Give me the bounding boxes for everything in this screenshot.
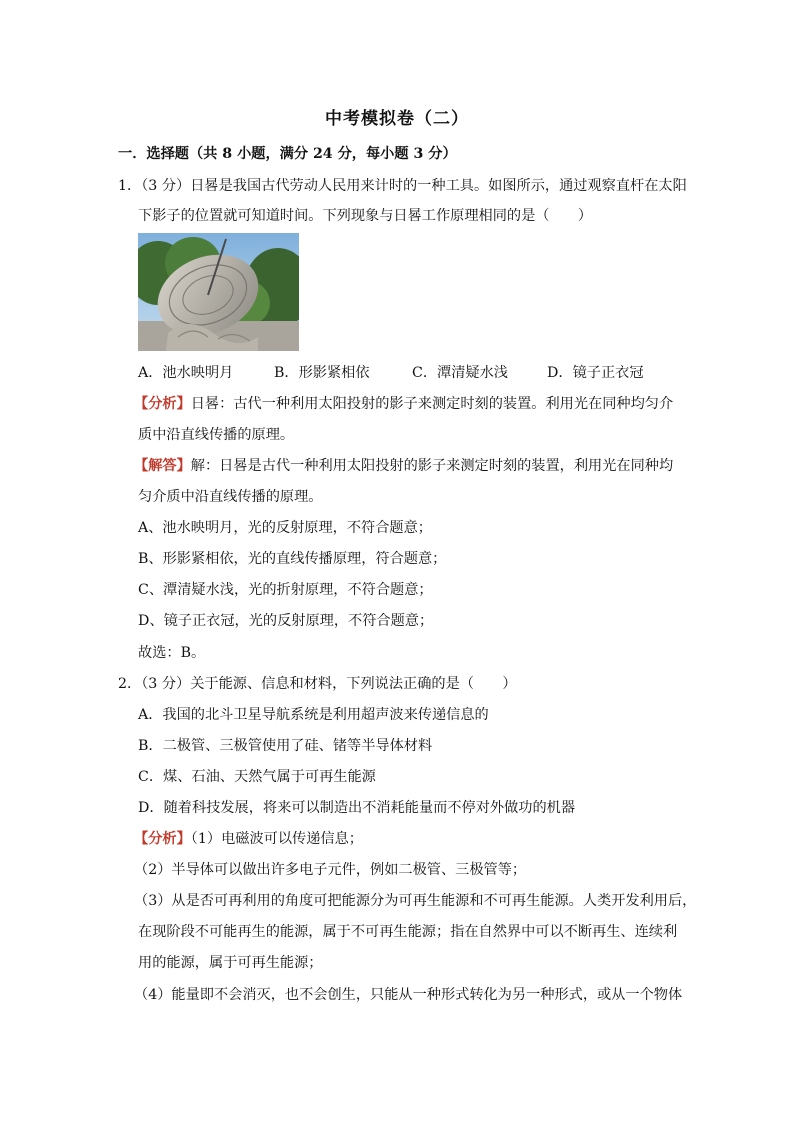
- q2-option-b: B．二极管、三极管使用了硅、锗等半导体材料: [138, 738, 433, 754]
- q2-option-c: C．煤、石油、天然气属于可再生能源: [138, 769, 376, 785]
- q1-explain-c: C、潭清疑水浅，光的折射原理，不符合题意；: [138, 582, 433, 598]
- analysis-tag: 【分析】: [134, 831, 191, 847]
- q1-option-c: C．潭清疑水浅: [412, 365, 508, 381]
- answer-tag: 【解答】: [134, 458, 191, 474]
- q1-option-a: A．池水映明月: [138, 365, 234, 381]
- q2-option-a: A．我国的北斗卫星导航系统是利用超声波来传递信息的: [138, 707, 489, 723]
- q1-analysis-line1: [134, 394, 673, 414]
- q2-analysis-1: [134, 829, 363, 849]
- analysis-text: （1）电磁波可以传递信息；: [190, 831, 363, 847]
- q1-final-answer: 故选：B。: [138, 645, 206, 661]
- q2-option-d: D．随着科技发展，将来可以制造出不消耗能量而不停对外做功的机器: [138, 800, 576, 816]
- q1-option-d: D．镜子正衣冠: [547, 365, 644, 381]
- q2-analysis-4: （4）能量即不会消灭，也不会创生，只能从一种形式转化为另一种形式，或从一个物体: [134, 987, 683, 1003]
- section-heading: 一．选择题（共 8 小题，满分 24 分，每小题 3 分）: [118, 146, 457, 162]
- analysis-tag: 【分析】: [134, 396, 191, 412]
- q1-stem-line1: 1．（3 分）日晷是我国古代劳动人民用来计时的一种工具。如图所示，通过观察直杆在太阳: [118, 178, 687, 194]
- q2-stem: 2．（3 分）关于能源、信息和材料，下列说法正确的是（ ）: [118, 676, 517, 692]
- q1-stem-line2: 下影子的位置就可知道时间。下列现象与日晷工作原理相同的是（ ）: [138, 208, 593, 224]
- q2-analysis-3-line3: 用的能源，属于可再生能源；: [138, 955, 323, 971]
- page-title: 中考模拟卷（二）: [325, 109, 469, 129]
- analysis-text: 日晷：古代一种利用太阳投射的影子来测定时刻的装置。利用光在同种均匀介: [190, 396, 674, 412]
- q2-analysis-3-line2: 在现阶段不可能再生的能源，属于不可再生能源；指在自然界中可以不断再生、连续利: [138, 924, 678, 940]
- answer-text: 解：日晷是古代一种利用太阳投射的影子来测定时刻的装置，利用光在同种均: [190, 458, 674, 474]
- q1-analysis-line2: 质中沿直线传播的原理。: [138, 427, 295, 443]
- q1-option-b: B．形影紧相依: [274, 365, 370, 381]
- q1-explain-a: A、池水映明月，光的反射原理，不符合题意；: [138, 520, 432, 536]
- sundial-photo-icon: [138, 233, 299, 351]
- q2-analysis-3-line1: （3）从是否可再利用的角度可把能源分为可再生能源和不可再生能源。人类开发利用后，: [134, 893, 697, 909]
- q1-answer-line1: [134, 456, 673, 476]
- q1-answer-line2: 匀介质中沿直线传播的原理。: [138, 489, 323, 505]
- q2-analysis-2: （2）半导体可以做出许多电子元件，例如二极管、三极管等；: [134, 862, 527, 878]
- q1-explain-d: D、镜子正衣冠，光的反射原理，不符合题意；: [138, 613, 434, 629]
- q1-explain-b: B、形影紧相依，光的直线传播原理，符合题意；: [138, 551, 447, 567]
